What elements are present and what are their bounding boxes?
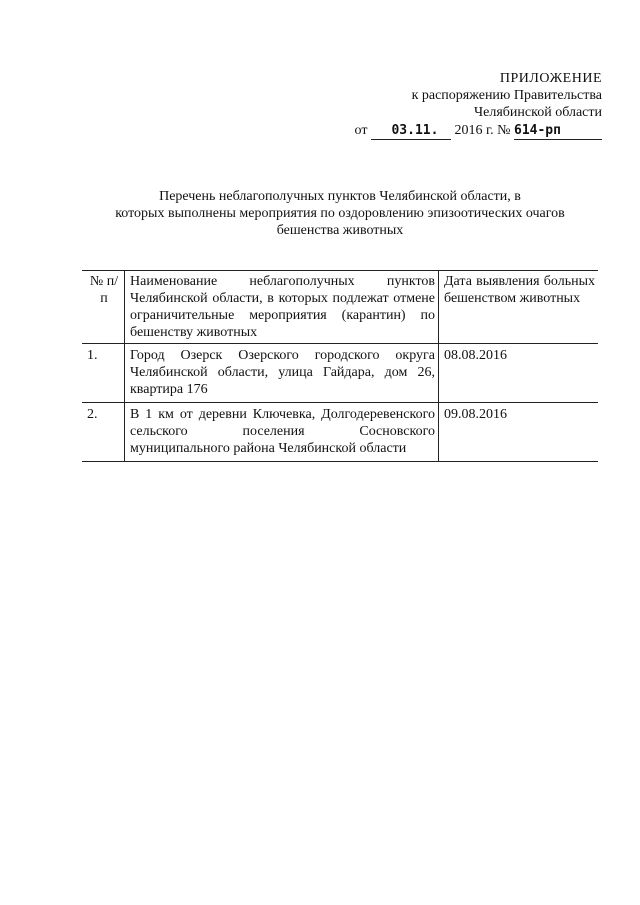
order-date: 03.11. xyxy=(371,122,451,140)
header-name: Наименование неблагополучных пунктов Челябинской области, в которых подлежат отмене ограничительные мероприятия (карантин) по бешенству животных xyxy=(125,271,439,344)
number-label: № xyxy=(497,123,511,138)
header-number: № п/п xyxy=(82,271,125,344)
appendix-order-reference: к распоряжению Правительства xyxy=(411,88,602,103)
order-number: 614-рп xyxy=(514,122,602,140)
appendix-region: Челябинской области xyxy=(474,105,602,120)
row-name: Город Озерск Озерского городского округа Челябинской области, улица Гайдара, дом 26, квартира 176 xyxy=(125,344,439,403)
table-row xyxy=(82,403,598,462)
header-date: Дата выявления больных бешенством животных xyxy=(439,271,599,344)
row-name: В 1 км от деревни Ключевка, Долгодеревенского сельского поселения Сосновского муниципального района Челябинской области xyxy=(125,403,439,462)
row-number: 1. xyxy=(82,344,125,403)
order-year: 2016 г. xyxy=(454,123,494,138)
row-date: 09.08.2016 xyxy=(439,403,599,462)
row-date: 08.08.2016 xyxy=(439,344,599,403)
appendix-block xyxy=(355,70,602,140)
title-line-3: бешенства животных xyxy=(276,223,404,238)
appendix-caption: ПРИЛОЖЕНИЕ xyxy=(499,71,602,86)
title-line-2: которых выполнены мероприятия по оздоровлению эпизоотических очагов xyxy=(115,206,565,221)
title-line-1: Перечень неблагополучных пунктов Челябинской области, в xyxy=(159,189,521,204)
document-title xyxy=(90,188,590,239)
table-row xyxy=(82,344,598,403)
appendix-date-line xyxy=(355,122,602,140)
table-header-row xyxy=(82,271,598,344)
from-label: от xyxy=(354,123,368,138)
row-number: 2. xyxy=(82,403,125,462)
points-table xyxy=(82,270,598,462)
